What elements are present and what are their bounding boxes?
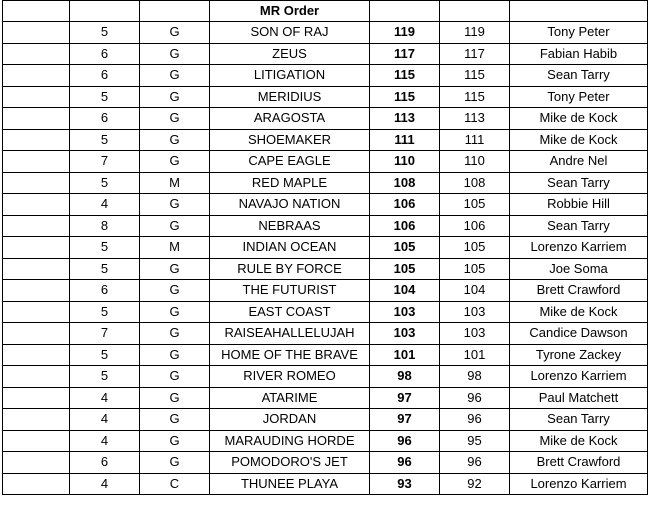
row-blank-cell (3, 258, 70, 280)
header-cell-blank (510, 1, 648, 22)
ratings-table-body (3, 1, 648, 495)
trainer-cell: Mike de Kock (510, 301, 648, 323)
trainer-cell: Brett Crawford (510, 452, 648, 474)
rating-cell: 105 (440, 237, 510, 259)
row-blank-cell (3, 344, 70, 366)
horse-name-cell: SON OF RAJ (210, 22, 370, 44)
sex-cell: G (140, 43, 210, 65)
sex-cell: G (140, 430, 210, 452)
row-blank-cell (3, 215, 70, 237)
age-cell: 4 (70, 430, 140, 452)
header-cell-blank (140, 1, 210, 22)
age-cell: 7 (70, 151, 140, 173)
header-cell-blank (440, 1, 510, 22)
header-cell-blank (70, 1, 140, 22)
table-row (3, 65, 648, 87)
horse-name-cell: HOME OF THE BRAVE (210, 344, 370, 366)
merit-rating-cell: 117 (370, 43, 440, 65)
trainer-cell: Mike de Kock (510, 129, 648, 151)
horse-name-cell: THE FUTURIST (210, 280, 370, 302)
row-blank-cell (3, 301, 70, 323)
rating-cell: 119 (440, 22, 510, 44)
age-cell: 4 (70, 409, 140, 431)
header-cell-blank (370, 1, 440, 22)
merit-rating-cell: 104 (370, 280, 440, 302)
age-cell: 5 (70, 237, 140, 259)
horse-name-cell: CAPE EAGLE (210, 151, 370, 173)
trainer-cell: Paul Matchett (510, 387, 648, 409)
row-blank-cell (3, 86, 70, 108)
horse-name-cell: SHOEMAKER (210, 129, 370, 151)
rating-cell: 96 (440, 409, 510, 431)
row-blank-cell (3, 151, 70, 173)
horse-name-cell: ATARIME (210, 387, 370, 409)
table-row (3, 430, 648, 452)
rating-cell: 103 (440, 301, 510, 323)
merit-rating-cell: 105 (370, 258, 440, 280)
age-cell: 8 (70, 215, 140, 237)
merit-rating-cell: 96 (370, 430, 440, 452)
row-blank-cell (3, 280, 70, 302)
row-blank-cell (3, 194, 70, 216)
sex-cell: G (140, 323, 210, 345)
trainer-cell: Mike de Kock (510, 108, 648, 130)
row-blank-cell (3, 129, 70, 151)
sex-cell: G (140, 409, 210, 431)
merit-rating-cell: 110 (370, 151, 440, 173)
merit-rating-cell: 97 (370, 409, 440, 431)
trainer-cell: Lorenzo Karriem (510, 473, 648, 495)
row-blank-cell (3, 409, 70, 431)
sex-cell: M (140, 237, 210, 259)
row-blank-cell (3, 43, 70, 65)
trainer-cell: Sean Tarry (510, 215, 648, 237)
rating-cell: 96 (440, 387, 510, 409)
rating-cell: 117 (440, 43, 510, 65)
sex-cell: G (140, 366, 210, 388)
table-row (3, 108, 648, 130)
table-row (3, 280, 648, 302)
table-row (3, 452, 648, 474)
table-row (3, 323, 648, 345)
horse-name-cell: ARAGOSTA (210, 108, 370, 130)
row-blank-cell (3, 473, 70, 495)
age-cell: 5 (70, 258, 140, 280)
merit-rating-cell: 106 (370, 194, 440, 216)
age-cell: 5 (70, 86, 140, 108)
sex-cell: G (140, 280, 210, 302)
merit-rating-cell: 98 (370, 366, 440, 388)
row-blank-cell (3, 172, 70, 194)
table-row (3, 344, 648, 366)
table-row (3, 387, 648, 409)
sex-cell: G (140, 258, 210, 280)
horse-name-cell: EAST COAST (210, 301, 370, 323)
merit-rating-cell: 115 (370, 86, 440, 108)
rating-cell: 101 (440, 344, 510, 366)
table-row (3, 366, 648, 388)
horse-name-cell: RULE BY FORCE (210, 258, 370, 280)
rating-cell: 115 (440, 65, 510, 87)
table-row (3, 473, 648, 495)
sex-cell: G (140, 108, 210, 130)
ratings-table (2, 0, 648, 495)
table-row (3, 22, 648, 44)
merit-rating-cell: 93 (370, 473, 440, 495)
age-cell: 6 (70, 280, 140, 302)
trainer-cell: Lorenzo Karriem (510, 237, 648, 259)
age-cell: 6 (70, 452, 140, 474)
rating-cell: 106 (440, 215, 510, 237)
table-row (3, 194, 648, 216)
merit-rating-cell: 105 (370, 237, 440, 259)
row-blank-cell (3, 237, 70, 259)
row-blank-cell (3, 108, 70, 130)
age-cell: 5 (70, 366, 140, 388)
rating-cell: 92 (440, 473, 510, 495)
merit-rating-cell: 115 (370, 65, 440, 87)
row-blank-cell (3, 452, 70, 474)
sex-cell: G (140, 387, 210, 409)
horse-name-cell: POMODORO'S JET (210, 452, 370, 474)
horse-name-cell: ZEUS (210, 43, 370, 65)
table-row (3, 215, 648, 237)
rating-cell: 111 (440, 129, 510, 151)
table-row (3, 237, 648, 259)
table-row (3, 129, 648, 151)
horse-name-cell: LITIGATION (210, 65, 370, 87)
table-row (3, 172, 648, 194)
row-blank-cell (3, 387, 70, 409)
row-blank-cell (3, 65, 70, 87)
table-row (3, 258, 648, 280)
horse-name-cell: INDIAN OCEAN (210, 237, 370, 259)
sex-cell: G (140, 86, 210, 108)
merit-rating-cell: 101 (370, 344, 440, 366)
table-row (3, 409, 648, 431)
age-cell: 4 (70, 473, 140, 495)
merit-rating-cell: 103 (370, 301, 440, 323)
trainer-cell: Sean Tarry (510, 65, 648, 87)
sex-cell: G (140, 301, 210, 323)
row-blank-cell (3, 430, 70, 452)
rating-cell: 95 (440, 430, 510, 452)
horse-name-cell: RIVER ROMEO (210, 366, 370, 388)
horse-name-cell: RED MAPLE (210, 172, 370, 194)
trainer-cell: Sean Tarry (510, 409, 648, 431)
trainer-cell: Fabian Habib (510, 43, 648, 65)
trainer-cell: Andre Nel (510, 151, 648, 173)
row-blank-cell (3, 22, 70, 44)
horse-name-cell: NEBRAAS (210, 215, 370, 237)
sex-cell: G (140, 215, 210, 237)
age-cell: 5 (70, 129, 140, 151)
age-cell: 5 (70, 301, 140, 323)
rating-cell: 98 (440, 366, 510, 388)
header-row (3, 1, 648, 22)
age-cell: 7 (70, 323, 140, 345)
merit-rating-cell: 111 (370, 129, 440, 151)
trainer-cell: Candice Dawson (510, 323, 648, 345)
merit-rating-cell: 119 (370, 22, 440, 44)
rating-cell: 105 (440, 194, 510, 216)
age-cell: 4 (70, 194, 140, 216)
horse-name-cell: RAISEAHALLELUJAH (210, 323, 370, 345)
rating-cell: 104 (440, 280, 510, 302)
merit-rating-cell: 103 (370, 323, 440, 345)
trainer-cell: Sean Tarry (510, 172, 648, 194)
age-cell: 6 (70, 43, 140, 65)
rating-cell: 113 (440, 108, 510, 130)
sex-cell: G (140, 344, 210, 366)
trainer-cell: Robbie Hill (510, 194, 648, 216)
horse-name-cell: JORDAN (210, 409, 370, 431)
trainer-cell: Joe Soma (510, 258, 648, 280)
table-row (3, 301, 648, 323)
sex-cell: C (140, 473, 210, 495)
rating-cell: 110 (440, 151, 510, 173)
trainer-cell: Mike de Kock (510, 430, 648, 452)
sex-cell: G (140, 452, 210, 474)
sex-cell: M (140, 172, 210, 194)
row-blank-cell (3, 323, 70, 345)
trainer-cell: Tyrone Zackey (510, 344, 648, 366)
sex-cell: G (140, 194, 210, 216)
age-cell: 6 (70, 65, 140, 87)
header-cell-blank (3, 1, 70, 22)
sex-cell: G (140, 129, 210, 151)
trainer-cell: Tony Peter (510, 22, 648, 44)
horse-name-cell: MERIDIUS (210, 86, 370, 108)
trainer-cell: Lorenzo Karriem (510, 366, 648, 388)
horse-name-cell: NAVAJO NATION (210, 194, 370, 216)
table-row (3, 43, 648, 65)
header-mr-order: MR Order (210, 1, 370, 22)
rating-cell: 115 (440, 86, 510, 108)
merit-rating-cell: 106 (370, 215, 440, 237)
horse-name-cell: MARAUDING HORDE (210, 430, 370, 452)
row-blank-cell (3, 366, 70, 388)
rating-cell: 96 (440, 452, 510, 474)
trainer-cell: Brett Crawford (510, 280, 648, 302)
age-cell: 6 (70, 108, 140, 130)
rating-cell: 108 (440, 172, 510, 194)
sex-cell: G (140, 65, 210, 87)
rating-cell: 103 (440, 323, 510, 345)
merit-rating-cell: 97 (370, 387, 440, 409)
age-cell: 5 (70, 172, 140, 194)
sex-cell: G (140, 151, 210, 173)
merit-rating-cell: 113 (370, 108, 440, 130)
age-cell: 5 (70, 22, 140, 44)
merit-rating-cell: 108 (370, 172, 440, 194)
table-row (3, 151, 648, 173)
table-row (3, 86, 648, 108)
age-cell: 4 (70, 387, 140, 409)
horse-name-cell: THUNEE PLAYA (210, 473, 370, 495)
sex-cell: G (140, 22, 210, 44)
age-cell: 5 (70, 344, 140, 366)
trainer-cell: Tony Peter (510, 86, 648, 108)
merit-rating-cell: 96 (370, 452, 440, 474)
rating-cell: 105 (440, 258, 510, 280)
